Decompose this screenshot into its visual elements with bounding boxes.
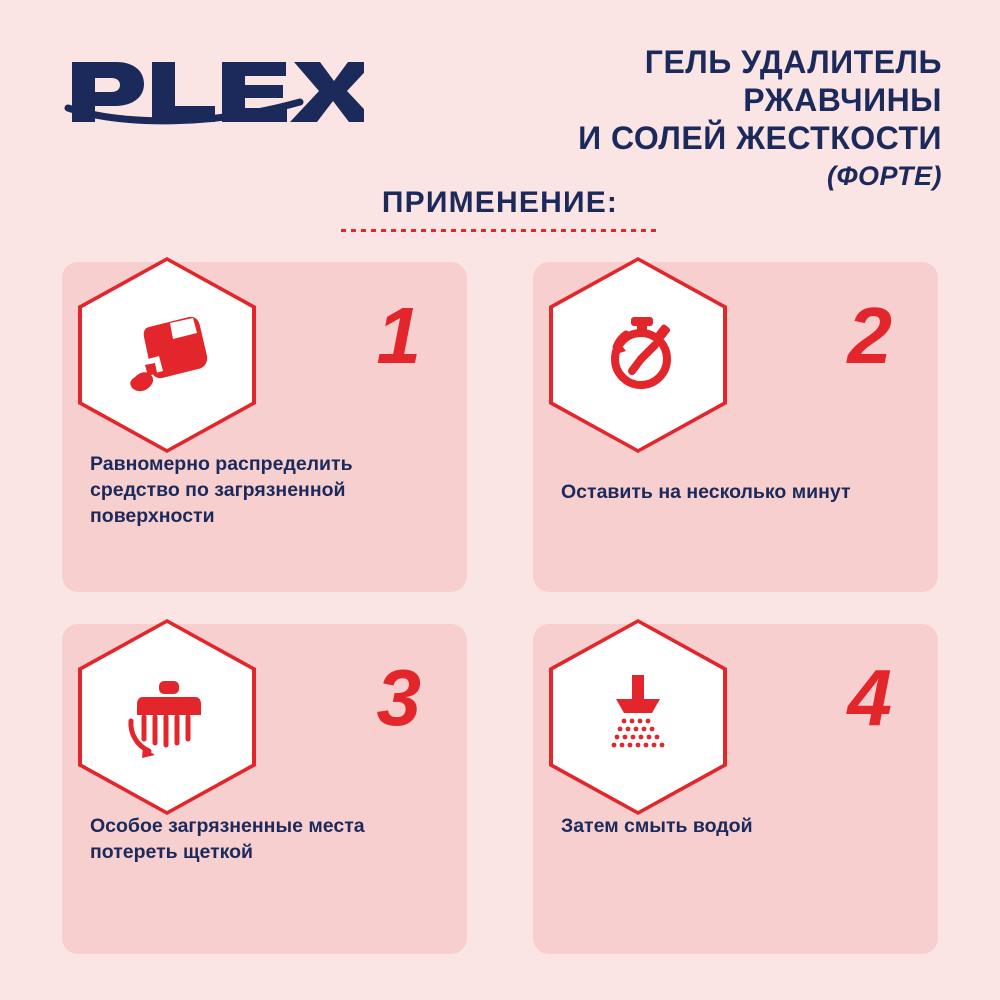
step-card-1 [62,262,467,592]
step-2-text: Оставить на несколько минут [561,481,851,503]
section-title: ПРИМЕНЕНИЕ: [381,186,619,219]
header [0,34,1000,194]
step-4-number: 4 [847,653,890,742]
title-line-1: ГЕЛЬ УДАЛИТЕЛЬ [644,44,942,80]
step-card-3 [62,624,467,954]
product-title [402,44,942,194]
shower-rinse-icon [586,663,690,772]
product-subtitle: (ФОРТЕ) [826,161,942,192]
title-line-3: И СОЛЕЙ ЖЕСТКОСТИ [578,119,942,156]
steps-grid [62,262,938,954]
bottle-pouring-icon [115,301,219,410]
stopwatch-icon [586,301,690,410]
title-line-2: РЖАВЧИНЫ [743,81,942,118]
step-2-number: 2 [847,291,890,380]
section-header [0,186,1000,232]
plex-logo [64,56,364,126]
step-1-number: 1 [376,291,419,380]
section-divider [341,229,659,232]
step-1-text: Равномерно распределить средство по загрязненной поверхности [90,453,353,527]
scrub-brush-icon [115,663,219,772]
svg-text:®: ® [347,65,360,84]
step-3-number: 3 [376,653,419,742]
hex-inner [553,623,723,811]
hex-inner [82,261,252,449]
step-1-hex [78,257,256,453]
hex-inner [553,261,723,449]
step-3-text: Особое загрязненные места потереть щеткой [90,815,365,863]
step-4-text: Затем смыть водой [561,815,753,837]
step-card-2 [533,262,938,592]
step-2-hex [549,257,727,453]
hex-inner [82,623,252,811]
step-3-hex [78,619,256,815]
step-card-4 [533,624,938,954]
step-4-hex [549,619,727,815]
